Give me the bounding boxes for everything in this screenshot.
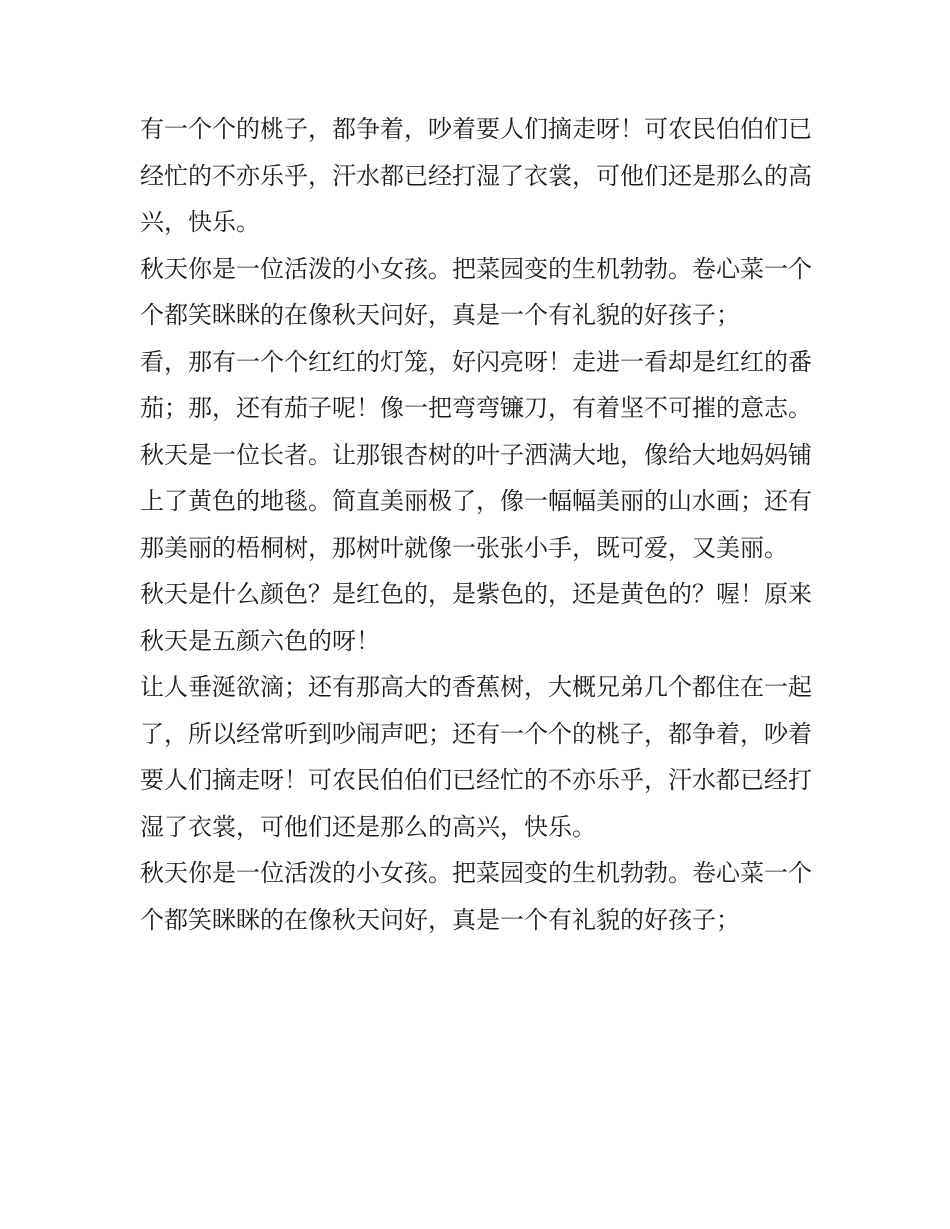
paragraph-colors: 秋天是什么颜色？是红色的，是紫色的，还是黄色的？喔！原来秋天是五颜六色的呀！ (140, 580, 812, 655)
paragraph-banana-trees: 让人垂涎欲滴；还有那高大的香蕉树，大概兄弟几个都住在一起了，所以经常听到吵闹声吧；还有一个个的桃子，都争着，吵着要人们摘走呀！可农民伯伯们已经忙的不亦乐乎，汗水都已经打湿了衣裳，可他们还是那么的高兴，快乐。 (140, 673, 812, 841)
paragraph-peaches: 有一个个的桃子，都争着，吵着要人们摘走呀！可农民伯伯们已经忙的不亦乐乎，汗水都已经打湿了衣裳，可他们还是那么的高兴，快乐。 (140, 115, 812, 236)
paragraph-elder: 秋天是一位长者。让那银杏树的叶子洒满大地，像给大地妈妈铺上了黄色的地毯。简直美丽极了，像一幅幅美丽的山水画；还有那美丽的梧桐树，那树叶就像一张张小手，既可爱，又美丽。 (140, 440, 812, 562)
paragraph-lively-girl: 秋天你是一位活泼的小女孩。把菜园变的生机勃勃。卷心菜一个个都笑眯眯的在像秋天问好，真是一个有礼貌的好孩子； (140, 254, 812, 329)
paragraph-lanterns: 看，那有一个个红红的灯笼，好闪亮呀！走进一看却是红红的番茄；那，还有茄子呢！像一把弯弯镰刀，有着坚不可摧的意志。 (140, 347, 812, 422)
paragraph-lively-girl-repeat: 秋天你是一位活泼的小女孩。把菜园变的生机勃勃。卷心菜一个个都笑眯眯的在像秋天问好，真是一个有礼貌的好孩子； (140, 859, 812, 934)
document-body (140, 106, 812, 943)
